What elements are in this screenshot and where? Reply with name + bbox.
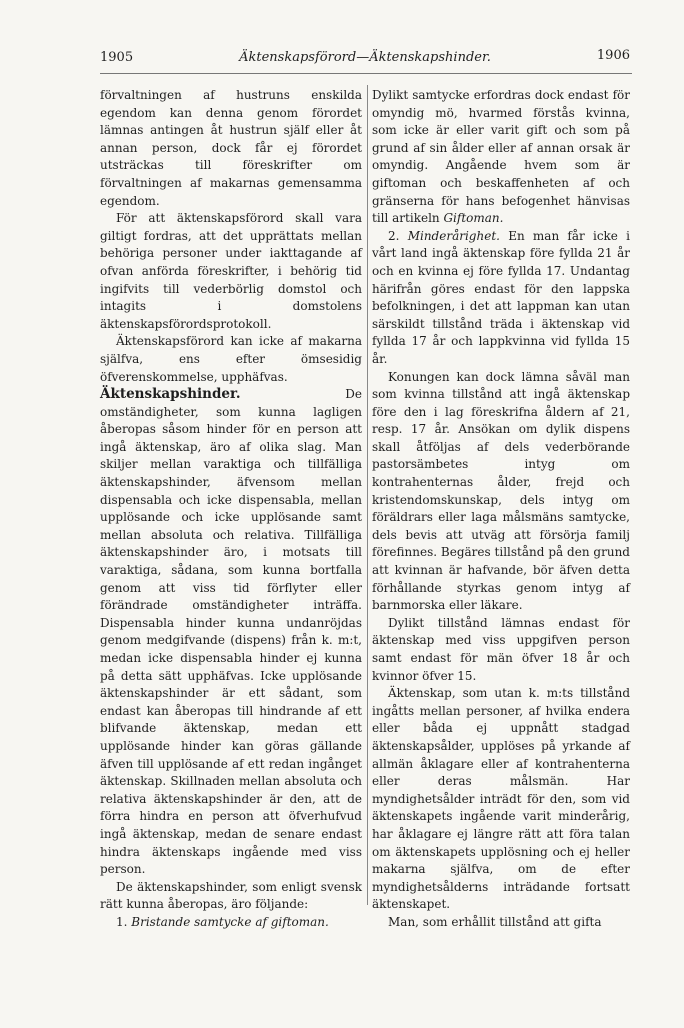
paragraph: Dylikt tillstånd lämnas endast för äktenskap med viss uppgifven person samt endast för män öfver 18 år och kvinnor öfver 15.: [372, 615, 630, 683]
numbered-item: [100, 914, 362, 932]
paragraph: För att äktenskapsförord skall vara giltigt fordras, att det upprättats mellan behöriga personer under iakttagande af ofvan anförda föreskrifter, i behörig tid ingifvits till vederbörlig domstol och intagits i domstolens äktenskapsförordsprotokoll.: [100, 211, 362, 331]
paragraph-text: Dylikt samtycke erfordras dock endast för omyndig mö, hvarmed förstås kvinna, som icke är eller varit gift och som på grund af sin ålder eller af annan orsak är omyndig. Angående hvem som är giftoman och beskaffenheten af och gränserna för hans befogenhet hänvisas till artikeln: [372, 88, 630, 226]
column-divider: [367, 85, 368, 905]
page-number-left: 1905: [100, 50, 134, 65]
paragraph: förvaltningen af hustruns enskilda egendom kan denna genom förordet lämnas antingen åt hustrun själf eller åt annan person, dock får ej förordet utsträckas till föreskrifter om förvaltningen af makarnas gemensamma egendom.: [100, 88, 362, 208]
paragraph: De äktenskapshinder, som enligt svensk rätt kunna åberopas, äro följande:: [100, 879, 362, 912]
item-number: 1.: [116, 914, 128, 929]
item-text: En man får icke i vårt land ingå äktenskap före fyllda 21 år och en kvinna ej före fyllda 17. Undantag härifrån göres endast för den lappska befolkningen, i det att lappman kan utan särskildt tillstånd träda i äktenskap vid fyllda 17 år och lappkvinna vid fyllda 15 år.: [372, 228, 630, 366]
page-number-right: 1906: [596, 48, 630, 63]
item-heading: Bristande samtycke af giftoman.: [131, 914, 329, 929]
paragraph: Äktenskapsförord kan icke af makarna själfva, ens efter ömsesidig öfverenskommelse, upphäfvas.: [100, 334, 362, 384]
paragraph: Äktenskap, som utan k. m:ts tillstånd ingåtts mellan personer, af hvilka endera eller båda ej uppnått stadgad äktenskapsålder, upplöses på yrkande af allmän åklagare eller af kontrahenterna eller deras målsmän. Har myndighetsålder inträdt för den, som vid äktenskapets ingående varit minderårig, har åklagare ej längre rätt att föra talan om äktenskapets upplösning och ej heller makarna själfva, om de efter myndighetsålderns inträdande fortsatt äktenskapet.: [372, 686, 630, 912]
cross-reference: Giftoman.: [443, 211, 504, 226]
item-number: 2.: [388, 228, 400, 243]
paragraph: Konungen kan dock lämna såväl man som kvinna tillstånd att ingå äktenskap före den i lag föreskrifna åldern af 21, resp. 17 år. Ansökan om dylik dispens skall åtföljas af dels vederbörande pastorsämbetes intyg om kontrahenternas ålder, frejd och kristendomskunskap, dels intyg om föräldrars eller laga målsmäns samtycke, dels bevis att utväg att försörja familj förefinnes. Begäres tillstånd på den grund att kvinnan är hafvande, bör äfven detta förhållande styrkas genom intyg af barnmorska eller läkare.: [372, 369, 630, 613]
running-title: Äktenskapsförord—Äktenskapshinder.: [239, 50, 491, 65]
entry-term: Äktenskapshinder.: [100, 386, 241, 403]
numbered-item: [372, 228, 630, 369]
right-column: [372, 87, 630, 932]
entry-paragraph: [100, 386, 362, 879]
paragraph: Man, som erhållit tillstånd att gifta: [388, 914, 602, 929]
header-rule: [100, 73, 632, 74]
running-header: [100, 44, 630, 72]
item-heading: Minderårighet.: [407, 228, 500, 243]
left-column: [100, 87, 362, 932]
paragraph: [372, 87, 630, 228]
entry-text: De omständigheter, som kunna lagligen åberopas såsom hinder för en person att ingå äktenskap, äro af olika slag. Man skiljer mellan varaktiga och tillfälliga äktenskapshinder, äfvensom mellan dispensabla och icke dispensabla, mellan upplösande och icke upplösande samt mellan absoluta och relativa. Tillfälliga äktenskapshinder äro, i motsats till varaktiga, sådana, som kunna bortfalla genom att viss tid förflyter eller förändrade omständigheter inträffa. Dispensabla hinder kunna undanröjdas genom medgifvande (dispens) från k. m:t, medan icke dispensabla hinder ej kunna på detta sätt upphäfvas. Icke upplösande äktenskapshinder är ett sådant, som endast kan åberopas till hindrande af ett blifvande äktenskap, medan ett upplösande hinder kan göras gällande äfven till upplösande af ett redan ingånget äktenskap. Skillnaden mellan absoluta och relativa äktenskapshinder är den, att de förra hindra en person att öfverhufvud ingå äktenskap, medan de senare endast hindra äktenskaps ingående med viss person.: [100, 387, 362, 877]
